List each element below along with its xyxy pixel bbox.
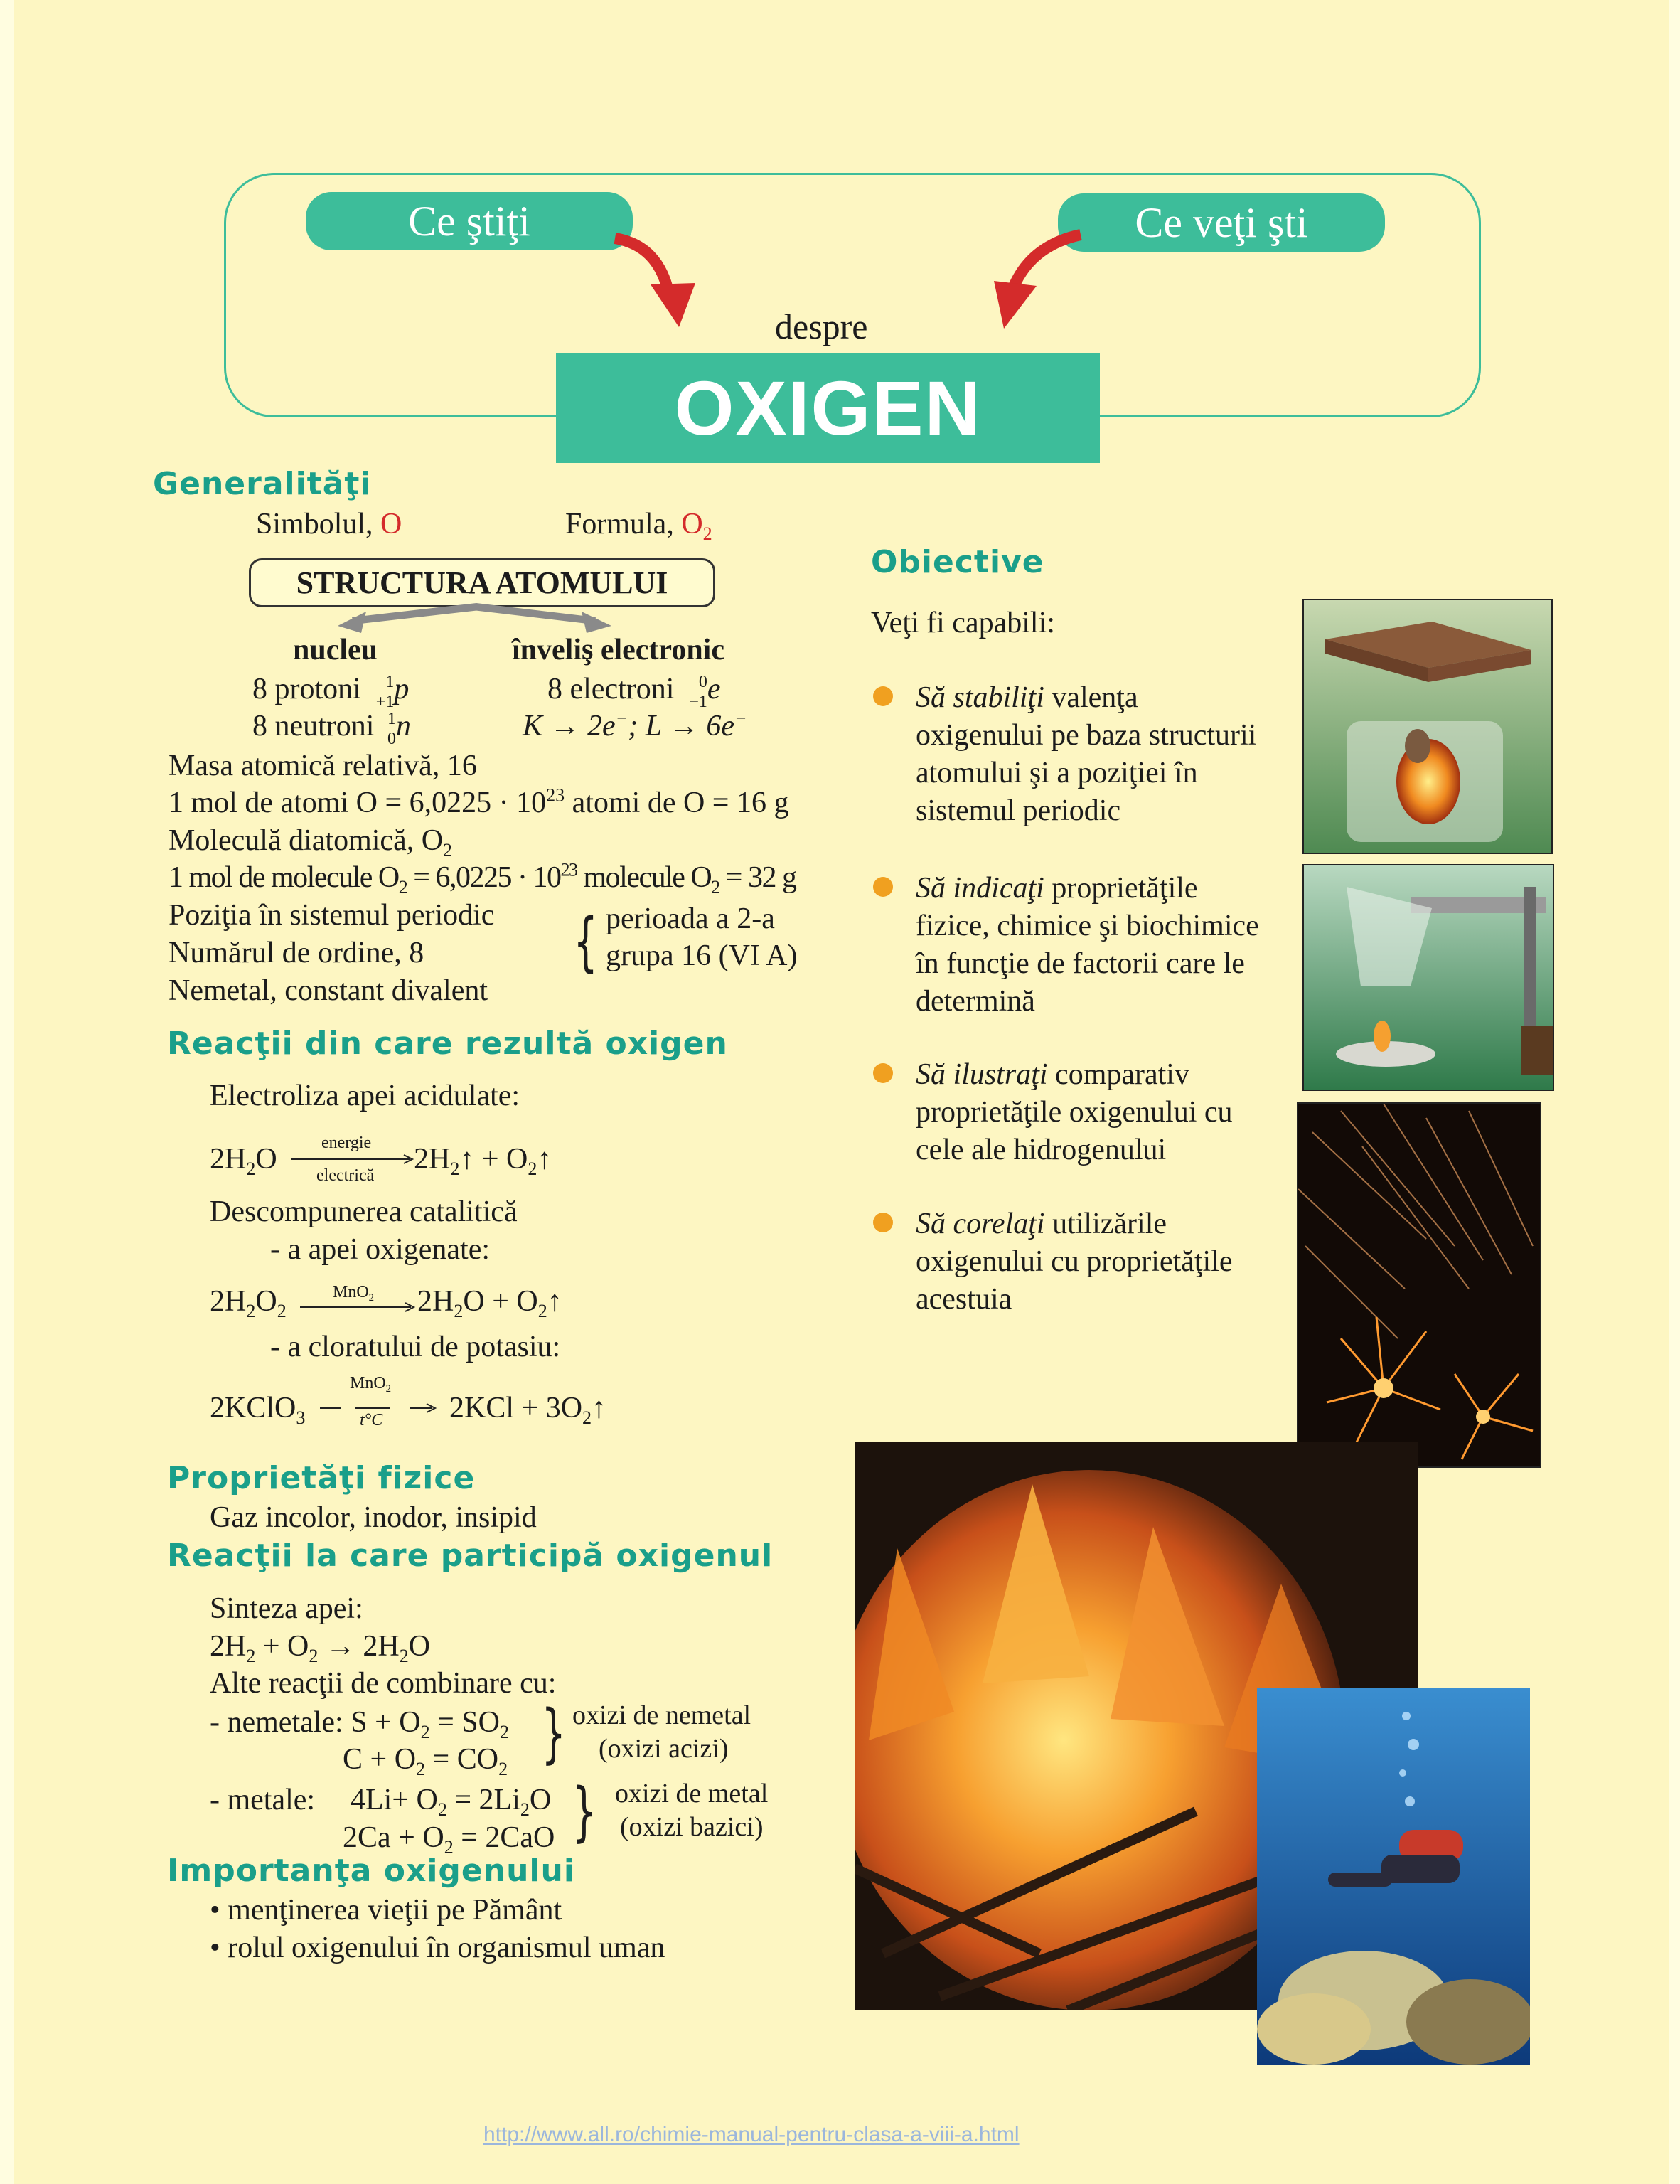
nonmetal-note1: oxizi de nemetal	[572, 1700, 751, 1730]
objective-intro: Veţi fi capabili:	[871, 607, 1055, 639]
eq1-above: energie	[321, 1134, 372, 1152]
left-gray-arrow	[352, 603, 480, 624]
about-label: despre	[775, 307, 868, 346]
eq3-below: t°C	[360, 1411, 383, 1429]
eq1-arrow	[291, 1154, 419, 1165]
objective-bullet-4	[873, 1213, 893, 1232]
diatomic: Moleculă diatomică, $O_2$	[168, 824, 453, 861]
structure-arrows	[14, 0, 867, 654]
eq3-above: MnO$_2$	[350, 1374, 392, 1395]
metal-note2: (oxizi bazici)	[620, 1812, 764, 1842]
nonmetal-brace: }	[541, 1696, 566, 1771]
electron-config: K → 2e−; L → 6e−	[523, 708, 747, 742]
atomic-mass: Masa atomică relativă, 16	[168, 750, 477, 782]
position-line: Poziţia în sistemul periodic	[168, 899, 495, 932]
photo-fireworks	[1297, 1102, 1541, 1468]
group-line: grupa 16 (VI A)	[606, 939, 798, 972]
photo-diver	[1257, 1688, 1530, 2065]
right-arrow-head	[994, 281, 1037, 329]
objective-item-1: Să stabiliţi valenţa oxigenului pe baza structurii atomului şi a poziţiei în sistemul periodic	[916, 681, 1257, 827]
eq1-right: $2H_2↑$ + $O_2↑$	[414, 1143, 552, 1180]
order-number: Numărul de ordine, 8	[168, 937, 424, 969]
neutrons-line: 8 neutroni 1 0 n	[252, 710, 411, 749]
period-line: perioada a 2-a	[606, 902, 775, 935]
synthesis-eq: $2H_2 + O_2 \to 2H_2O$	[210, 1630, 431, 1667]
metal-label: - metale:	[210, 1784, 316, 1816]
objective-item-4: Să corelaţi utilizările oxigenului cu proprietăţile acestuia	[916, 1208, 1233, 1316]
heading-proprietati: Proprietăţi fizice	[167, 1460, 476, 1496]
page	[14, 0, 1669, 2184]
right-gray-arrow	[473, 603, 596, 624]
structure-box: STRUCTURA ATOMULUI	[249, 558, 715, 607]
left-pill: Ce ştiţi	[306, 192, 633, 250]
physical-properties: Gaz incolor, inodor, insipid	[210, 1501, 537, 1534]
objective-item-2: Să indicaţi proprietăţile fizice, chimice şi biochimice în funcţie de factorii care le determină	[916, 872, 1259, 1018]
eq1-below: electrică	[316, 1166, 375, 1185]
electrons-line: 8 electroni 0 −1 e	[547, 673, 721, 712]
shell-label: înveliş electronic	[512, 634, 724, 666]
peroxide-label: - a apei oxigenate:	[270, 1233, 491, 1266]
mol-molecules: 1 mol de molecule $O_2 = 6,0225 \cdot 10^{23}$ molecule $O_2 = 32$ g	[168, 859, 796, 898]
heading-reactii-participa: Reacţii la care participă oxigenul	[167, 1538, 774, 1574]
chlorate-label: - a cloratului de potasiu:	[270, 1331, 561, 1363]
metal-note1: oxizi de metal	[615, 1779, 769, 1809]
photo-burning-apparatus	[1302, 864, 1554, 1091]
objective-bullet-1	[873, 686, 893, 706]
eq2-arrow	[300, 1301, 421, 1313]
symbol-line: Simbolul, O	[256, 508, 402, 540]
nonmetal-line: Nemetal, constant divalent	[168, 974, 488, 1007]
eq2-left: $2H_2O_2$	[210, 1285, 287, 1322]
objective-bullet-3	[873, 1063, 893, 1083]
nonmetal-note2: (oxizi acizi)	[599, 1734, 729, 1764]
metal-eq2: $2Ca + O_2 = 2CaO$	[343, 1821, 555, 1858]
nonmetal-eq2: $C + O_2 = CO_2$	[343, 1743, 508, 1780]
footer-source-link[interactable]: http://www.all.ro/chimie-manual-pentru-clasa-a-viii-a.html	[483, 2123, 1020, 2146]
right-pill: Ce veţi şti	[1058, 193, 1385, 252]
synthesis-label: Sinteza apei:	[210, 1592, 363, 1625]
metal-brace: }	[572, 1774, 596, 1849]
objective-item-3: Să ilustraţi comparativ proprietăţile oxigenului cu cele ale hidrogenului	[916, 1058, 1233, 1166]
protons-line: 8 protoni 1 +1 p	[252, 673, 410, 712]
nucleus-label: nucleu	[293, 634, 378, 666]
importance-item-1: • menţinerea vieţii pe Pământ	[210, 1894, 562, 1927]
eq2-above: MnO$_2$	[333, 1283, 375, 1304]
importance-item-2: • rolul oxigenului în organismul uman	[210, 1932, 665, 1964]
other-reactions: Alte reacţii de combinare cu:	[210, 1667, 557, 1700]
heading-importanta: Importanţa oxigenului	[167, 1853, 575, 1889]
eq3-left: 2KClO$_3$	[210, 1392, 306, 1429]
catalytic-label: Descompunerea catalitică	[210, 1195, 518, 1228]
page-title: OXIGEN	[556, 353, 1100, 463]
metal-eq1: $4Li+ O_2 = 2Li_2O$	[351, 1784, 552, 1821]
objective-bullet-2	[873, 877, 893, 897]
eq2-right: $2H_2O$ + $O_2↑$	[417, 1285, 562, 1322]
formula-line: Formula, $O_2$	[565, 508, 712, 545]
heading-generalitati: Generalităţi	[153, 466, 372, 502]
heading-objective: Obiective	[871, 544, 1044, 580]
eq1-left: $2H_2O$	[210, 1143, 277, 1180]
mol-atoms: 1 mol de atomi $O = 6,0225 \cdot 10^{23}$ atomi de O = 16 g	[168, 784, 789, 819]
heading-reactii-rezulta: Reacţii din care rezultă oxigen	[167, 1026, 728, 1062]
eq3-right: $2KCl + 3O_2↑$	[449, 1392, 607, 1429]
photo-jar-experiment	[1302, 599, 1553, 854]
position-brace: {	[573, 905, 598, 979]
right-red-arrow	[1013, 235, 1081, 288]
nonmetal-eq1: - nemetale: $S + O_2 = SO_2$	[210, 1706, 510, 1743]
electrolysis-label: Electroliza apei acidulate:	[210, 1080, 520, 1112]
